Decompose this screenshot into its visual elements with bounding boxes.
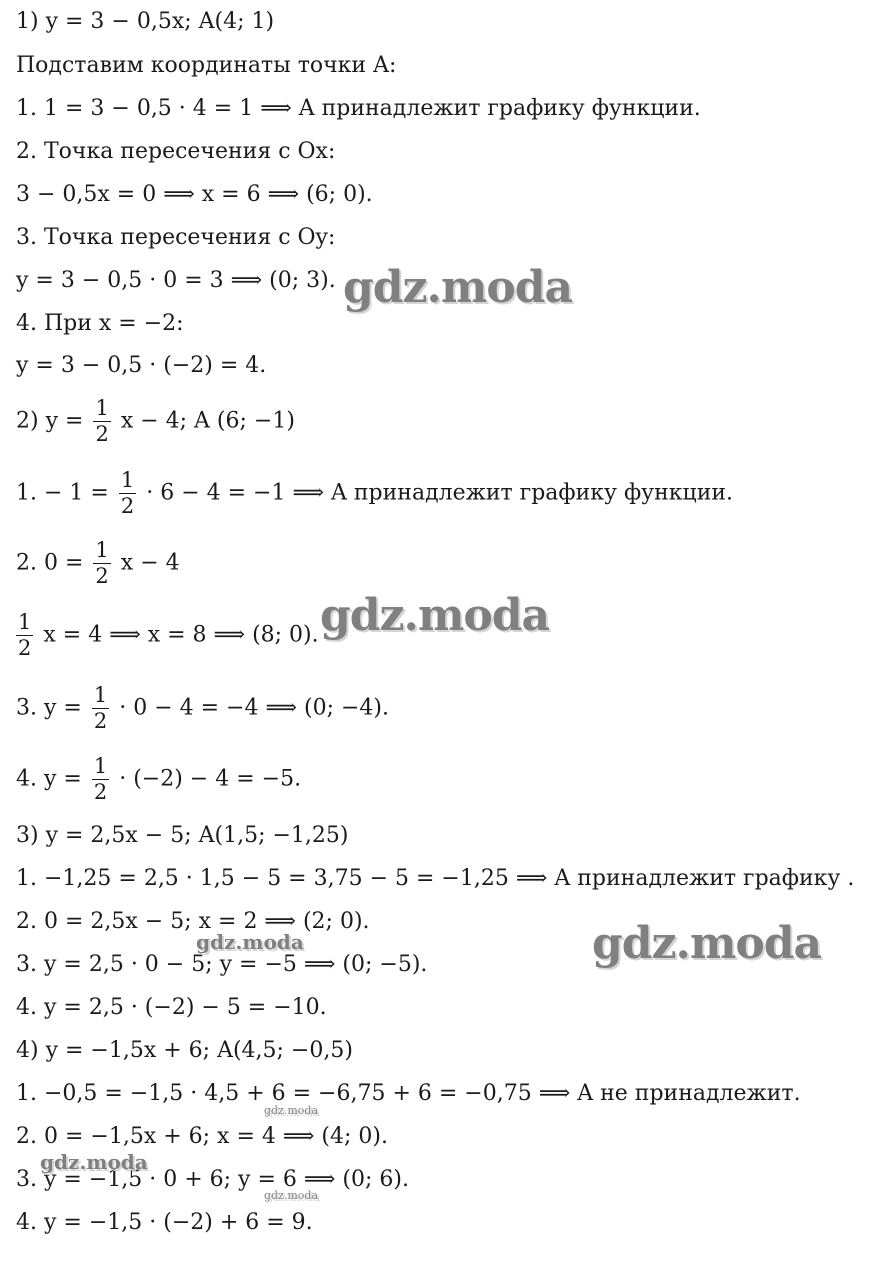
text: · 6 − 4 = −1 ⟹ A принадлежит графику функции. — [146, 480, 734, 506]
fraction-one-half — [119, 470, 136, 517]
line-p1-step4: 4. При x = −2: — [16, 311, 184, 336]
text: 4. y = — [16, 766, 82, 792]
line-p3-step1: 1. −1,25 = 2,5 · 1,5 − 5 = 3,75 − 5 = −1,25 ⟹ A принадлежит графику . — [16, 866, 855, 891]
text: · 0 − 4 = −4 ⟹ (0; −4). — [119, 695, 389, 721]
fraction-denominator: 2 — [93, 709, 108, 733]
line-p4-step1: 1. −0,5 = −1,5 · 4,5 + 6 = −6,75 + 6 = −0,75 ⟹ A не принадлежит. — [16, 1081, 801, 1106]
line-p1-step1: 1. 1 = 3 − 0,5 · 4 = 1 ⟹ A принадлежит графику функции. — [16, 96, 701, 121]
text: 1. − 1 = — [16, 480, 109, 506]
fraction-one-half — [93, 398, 110, 445]
fraction-denominator: 2 — [93, 780, 108, 804]
watermark: gdz.moda — [264, 1189, 319, 1202]
watermark: gdz.moda — [592, 918, 822, 969]
line-p1-step4-calc: y = 3 − 0,5 · (−2) = 4. — [16, 353, 267, 378]
line-p4-step4: 4. y = −1,5 · (−2) + 6 = 9. — [16, 1210, 313, 1235]
line-p3-step4: 4. y = 2,5 · (−2) − 5 = −10. — [16, 995, 327, 1020]
text: x = 4 ⟹ x = 8 ⟹ (8; 0). — [43, 622, 319, 648]
fraction-numerator: 1 — [18, 610, 32, 634]
watermark: gdz.moda — [264, 1104, 319, 1117]
line-part4-header: 4) y = −1,5x + 6; A(4,5; −0,5) — [16, 1038, 353, 1063]
text: x − 4 — [120, 550, 180, 576]
fraction-one-half — [93, 540, 110, 587]
line-p3-step3: 3. y = 2,5 · 0 − 5; y = −5 ⟹ (0; −5). — [16, 952, 428, 977]
line-p1-step3-calc: y = 3 − 0,5 · 0 = 3 ⟹ (0; 3). — [16, 268, 336, 293]
watermark: gdz.moda — [40, 1150, 148, 1174]
line-p4-step3: 3. y = −1,5 · 0 + 6; y = 6 ⟹ (0; 6). — [16, 1167, 409, 1192]
fraction-numerator: 1 — [93, 754, 108, 778]
watermark: gdz.moda — [343, 262, 573, 313]
line-p4-step2: 2. 0 = −1,5x + 6; x = 4 ⟹ (4; 0). — [16, 1124, 388, 1149]
fraction-numerator: 1 — [95, 538, 109, 562]
watermark: gdz.moda — [196, 930, 304, 954]
line-p1-step3: 3. Точка пересечения с Oy: — [16, 225, 336, 250]
fraction-denominator: 2 — [95, 564, 109, 588]
line-p2-step4 — [16, 756, 301, 803]
fraction-denominator: 2 — [120, 494, 135, 518]
line-part3-header: 3) y = 2,5x − 5; A(1,5; −1,25) — [16, 823, 349, 848]
fraction-numerator: 1 — [120, 468, 135, 492]
line-part1-header: 1) y = 3 − 0,5x; A(4; 1) — [16, 9, 275, 34]
line-p2-step3 — [16, 685, 389, 732]
fraction-one-half — [92, 756, 109, 803]
line-p2-step2 — [16, 540, 180, 587]
line-p2-step2-calc — [16, 612, 319, 659]
line-substitute: Подставим координаты точки A: — [16, 53, 397, 78]
fraction-denominator: 2 — [95, 422, 109, 446]
line-p1-step2: 2. Точка пересечения с Ox: — [16, 139, 336, 164]
line-part2-header — [16, 398, 295, 445]
fraction-denominator: 2 — [18, 636, 32, 660]
fraction-numerator: 1 — [93, 683, 108, 707]
text: · (−2) − 4 = −5. — [119, 766, 302, 792]
fraction-one-half — [16, 612, 33, 659]
line-p2-step1 — [16, 470, 733, 517]
text: x − 4; A (6; −1) — [120, 408, 295, 434]
fraction-one-half — [92, 685, 109, 732]
text: 2. 0 = — [16, 550, 84, 576]
line-p1-step2-calc: 3 − 0,5x = 0 ⟹ x = 6 ⟹ (6; 0). — [16, 182, 373, 207]
text: 3. y = — [16, 695, 82, 721]
text: 2) y = — [16, 408, 84, 434]
line-p3-step2: 2. 0 = 2,5x − 5; x = 2 ⟹ (2; 0). — [16, 909, 370, 934]
fraction-numerator: 1 — [95, 396, 109, 420]
watermark: gdz.moda — [320, 590, 550, 641]
